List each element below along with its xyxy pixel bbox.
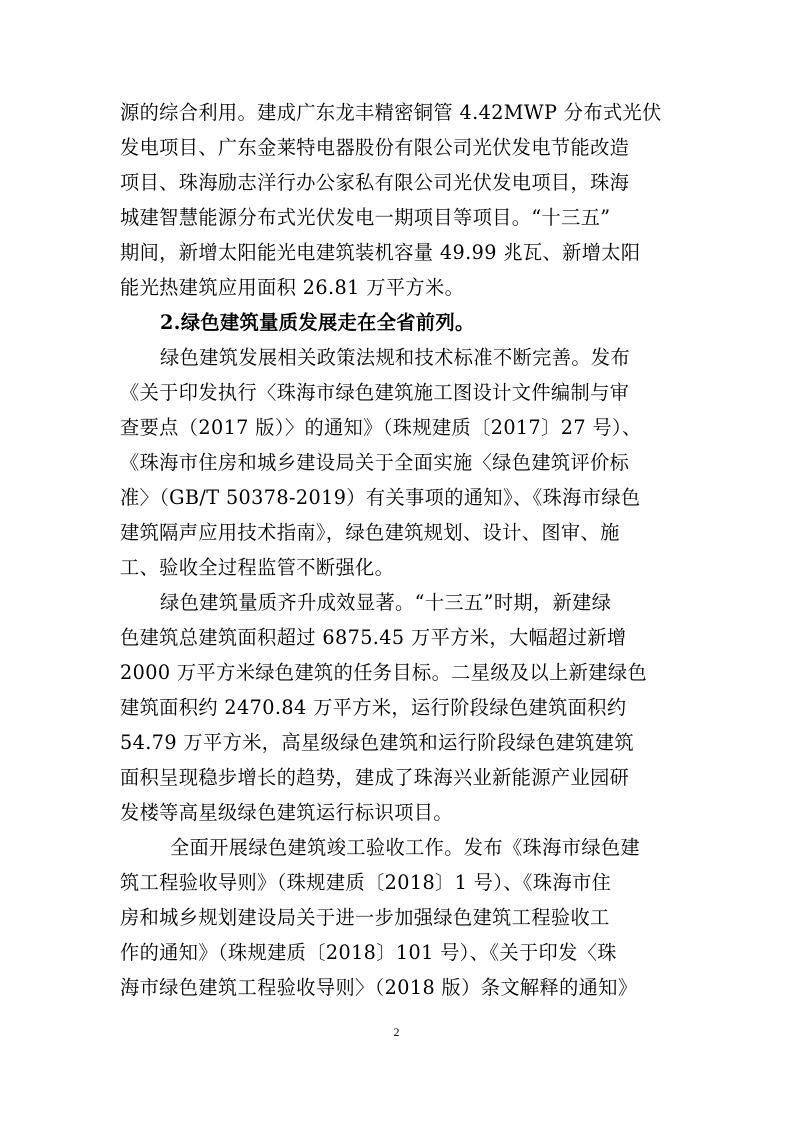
text-line: 54.79 万平方米，高星级绿色建筑和运行阶段绿色建筑建筑 [120,731,634,754]
text-line: 筑工程验收导则》（珠规建质〔2018〕1 号）、《珠海市住 [120,871,612,894]
text-line: 房和城乡规划建设局关于进一步加强绿色建筑工程验收工 [120,906,610,929]
text-line: 《关于印发执行〈珠海市绿色建筑施工图设计文件编制与审 [120,381,630,404]
text-line: 2000 万平方米绿色建筑的任务目标。二星级及以上新建绿色 [120,661,648,684]
text-line: 建筑面积约 2470.84 万平方米，运行阶段绿色建筑面积约 [120,696,627,719]
text-line: 城建智慧能源分布式光伏发电一期项目等项目。“十三五” [120,206,611,229]
text-line: 发楼等高星级绿色建筑运行标识项目。 [120,801,453,824]
text-line: 查要点（2017 版）〉的通知》（珠规建质〔2017〕27 号）、 [120,416,642,439]
text-line: 色建筑总建筑面积超过 6875.45 万平方米，大幅超过新增 [120,626,627,649]
text-line: 面积呈现稳步增长的趋势，建成了珠海兴业新能源产业园研 [120,766,630,789]
text-line: 工、验收全过程监管不断强化。 [120,556,395,579]
text-line: 能光热建筑应用面积 26.81 万平方米。 [120,276,465,299]
text-line: 作的通知》（珠规建质〔2018〕101 号）、《关于印发〈珠 [120,941,617,964]
section-heading: 2.绿色建筑量质发展走在全省前列。 [160,311,475,334]
page-number: 2 [393,1025,400,1039]
text-line: 绿色建筑发展相关政策法规和技术标准不断完善。发布 [160,346,631,369]
text-line: 发电项目、广东金莱特电器股份有限公司光伏发电节能改造 [120,136,630,159]
text-line: 准〉（GB/T 50378-2019）有关事项的通知》、《珠海市绿色 [120,486,641,509]
text-line: 建筑隔声应用技术指南》，绿色建筑规划、设计、图审、施 [120,521,620,544]
text-line: 期间，新增太阳能光电建筑装机容量 49.99 兆瓦、新增太阳 [120,241,641,264]
text-line: 项目、珠海励志洋行办公家私有限公司光伏发电项目，珠海 [120,171,630,194]
text-line: 全面开展绿色建筑竣工验收工作。发布《珠海市绿色建 [170,836,641,859]
text-line: 《珠海市住房和城乡建设局关于全面实施〈绿色建筑评价标 [120,451,630,474]
text-line: 绿色建筑量质齐升成效显著。“十三五”时期，新建绿 [160,591,612,614]
text-line: 源的综合利用。建成广东龙丰精密铜管 4.42MWP 分布式光伏 [120,101,662,124]
text-line: 海市绿色建筑工程验收导则〉（2018 版）条文解释的通知》 [120,976,638,999]
